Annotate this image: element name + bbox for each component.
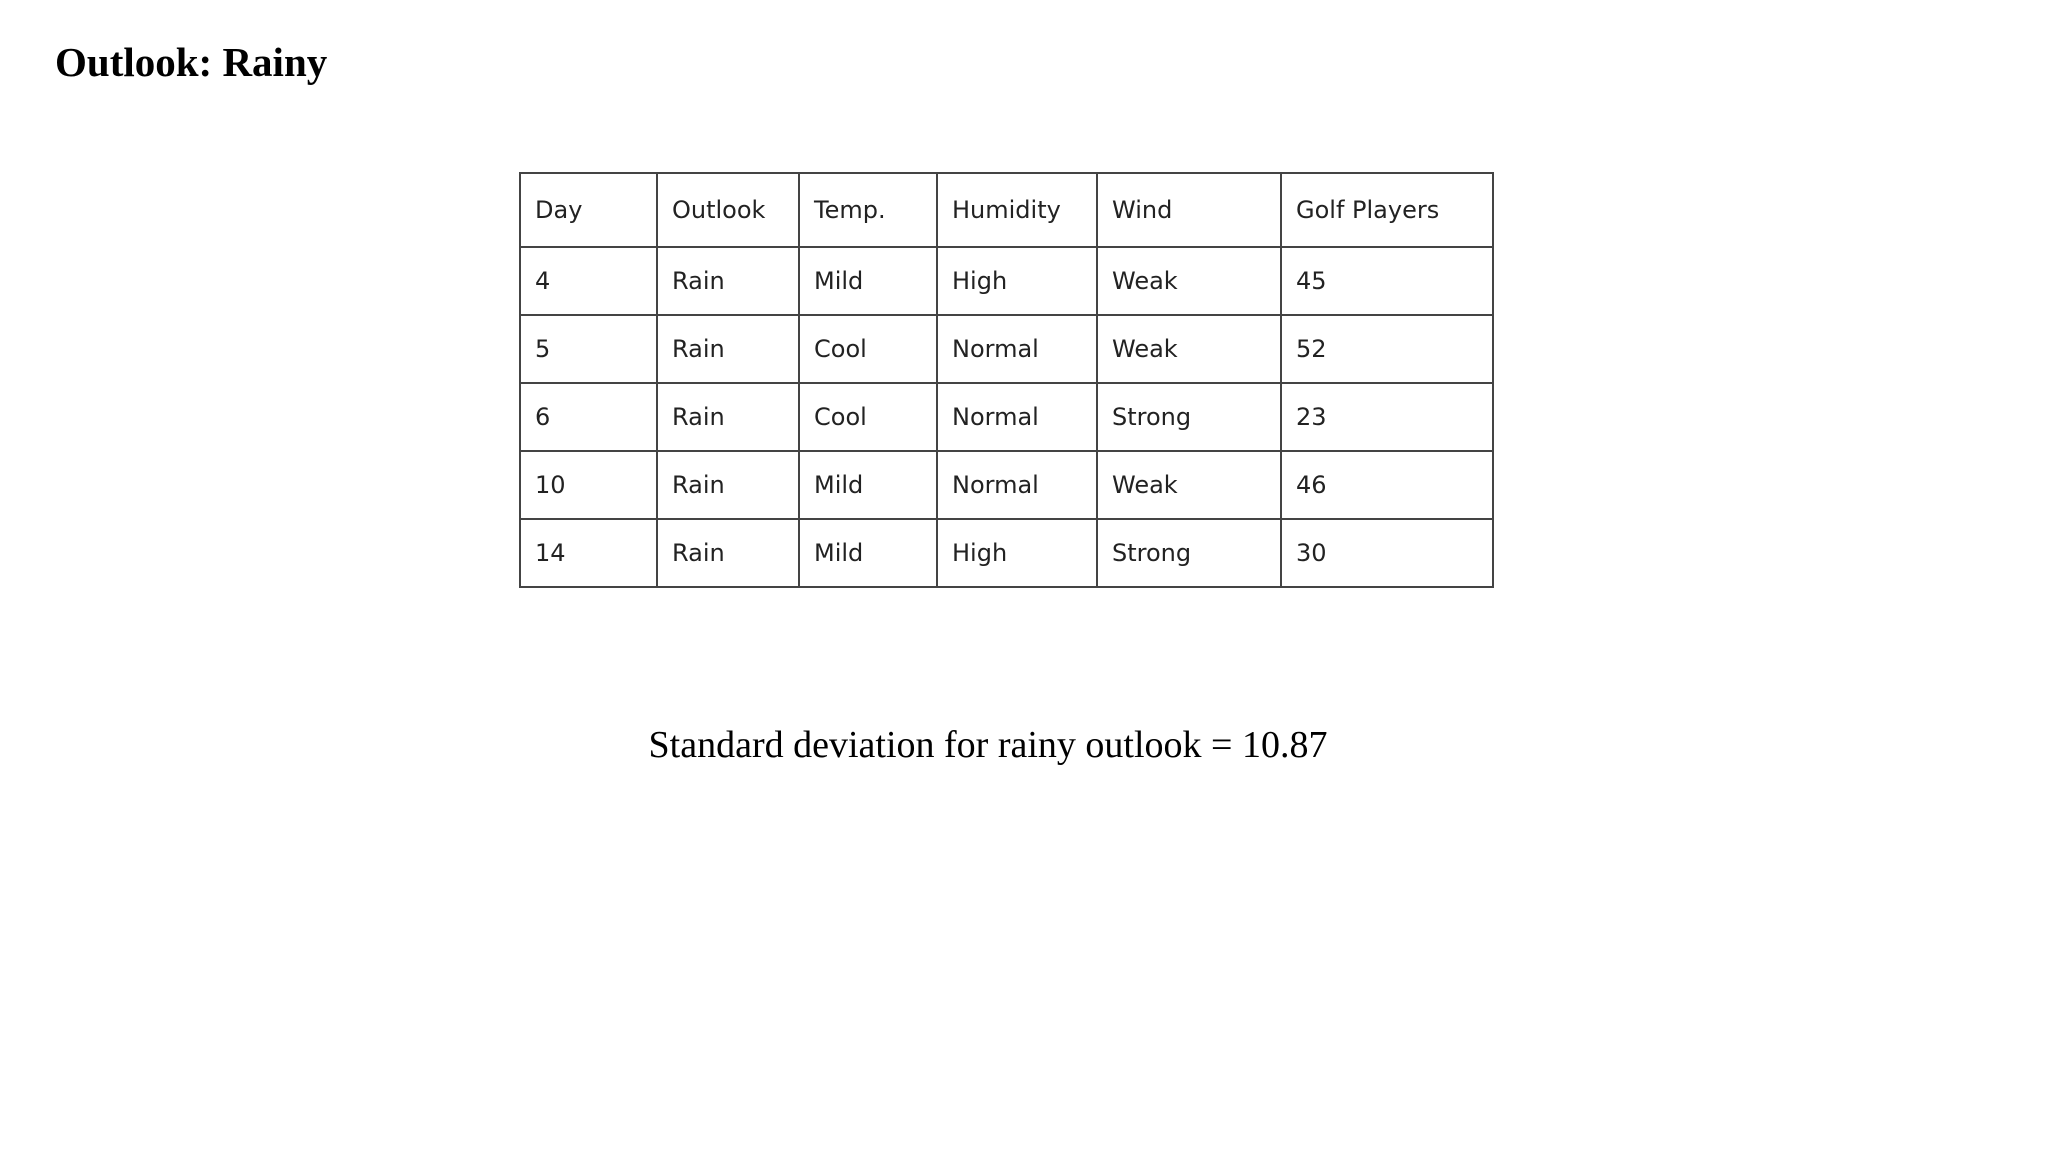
table-header-row (520, 173, 1493, 247)
table-row (520, 315, 1493, 383)
table-cell: 6 (520, 383, 657, 451)
column-header-wind: Wind (1097, 173, 1281, 247)
table-cell: Strong (1097, 383, 1281, 451)
table-cell: Rain (657, 315, 799, 383)
table-cell: Weak (1097, 315, 1281, 383)
table-cell: 30 (1281, 519, 1493, 587)
table-row (520, 383, 1493, 451)
column-header-outlook: Outlook (657, 173, 799, 247)
table-cell: Rain (657, 451, 799, 519)
table-cell: 10 (520, 451, 657, 519)
table-cell: 52 (1281, 315, 1493, 383)
table-cell: Normal (937, 315, 1097, 383)
table-cell: High (937, 519, 1097, 587)
table-cell: Cool (799, 315, 937, 383)
table-cell: Cool (799, 383, 937, 451)
table-cell: High (937, 247, 1097, 315)
slide-title: Outlook: Rainy (55, 39, 328, 85)
table-cell: Normal (937, 451, 1097, 519)
column-header-humidity: Humidity (937, 173, 1097, 247)
table-cell: 5 (520, 315, 657, 383)
column-header-temp: Temp. (799, 173, 937, 247)
standard-deviation-result: Standard deviation for rainy outlook = 10.87 (648, 724, 1328, 766)
column-header-golf-players: Golf Players (1281, 173, 1493, 247)
table-row (520, 247, 1493, 315)
table-cell: 4 (520, 247, 657, 315)
table-cell: Normal (937, 383, 1097, 451)
table-cell: Strong (1097, 519, 1281, 587)
table-cell: 23 (1281, 383, 1493, 451)
table-cell: 46 (1281, 451, 1493, 519)
table-cell: 14 (520, 519, 657, 587)
table-cell: 45 (1281, 247, 1493, 315)
table-cell: Rain (657, 247, 799, 315)
table-row (520, 519, 1493, 587)
table-cell: Mild (799, 451, 937, 519)
column-header-day: Day (520, 173, 657, 247)
rainy-outlook-table (519, 172, 1494, 588)
table-cell: Mild (799, 519, 937, 587)
table-cell: Rain (657, 383, 799, 451)
table-row (520, 451, 1493, 519)
table-cell: Mild (799, 247, 937, 315)
table-cell: Rain (657, 519, 799, 587)
table-cell: Weak (1097, 247, 1281, 315)
table-cell: Weak (1097, 451, 1281, 519)
